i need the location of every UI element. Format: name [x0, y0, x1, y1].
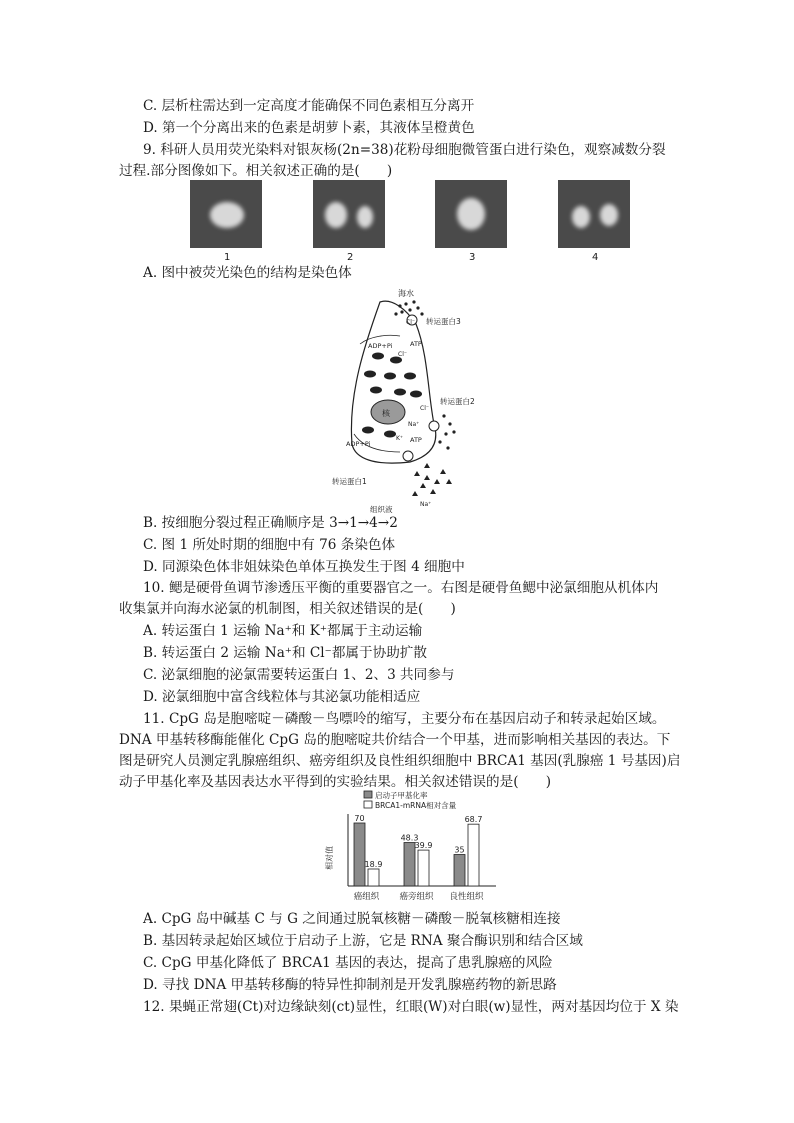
q9-option-a: A. 图中被荧光染色的结构是染色体 — [143, 265, 352, 281]
q10-option-a: A. 转运蛋白 1 运输 Na⁺和 K⁺都属于主动运输 — [143, 623, 423, 639]
data-label-mrna-2: 68.7 — [464, 815, 483, 825]
label-nucleus: 核 — [382, 409, 390, 418]
legend-swatch-mrna — [364, 801, 372, 808]
label-na-inner: Na⁺ — [408, 421, 420, 428]
bar-methylation-1 — [404, 843, 415, 886]
micrograph-2 — [313, 180, 385, 248]
data-label-methylation-2: 35 — [454, 845, 465, 855]
q11-option-a: A. CpG 岛中碱基 C 与 G 之间通过脱氧核糖－磷酸－脱氧核糖相连接 — [143, 911, 561, 927]
legend-swatch-methylation — [364, 791, 372, 798]
q9-option-c: C. 图 1 所处时期的细胞中有 76 条染色体 — [143, 537, 396, 553]
q9-option-b: B. 按细胞分裂过程正确顺序是 3→1→4→2 — [143, 515, 398, 531]
data-label-mrna-0: 18.9 — [364, 859, 383, 869]
label-cl-inner: Cl⁻ — [398, 351, 408, 358]
y-axis-label: 相对值 — [325, 846, 334, 870]
legend-label-mrna: BRCA1-mRNA相对含量 — [375, 801, 457, 810]
q12-stem-line1: 12. 果蝇正常翅(Ct)对边缘缺刻(ct)显性，红眼(W)对白眼(w)显性，两对基因均位于 X 染 — [143, 999, 679, 1015]
bar-methylation-0 — [354, 823, 365, 886]
label-k-inner: K⁺ — [396, 435, 404, 442]
micrograph-3 — [435, 180, 507, 248]
micrograph-label-1: 1 — [224, 252, 231, 263]
label-transporter1: 转运蛋白1 — [332, 477, 367, 486]
data-label-methylation-1: 48.3 — [400, 833, 419, 843]
label-na-bottom: Na⁺ — [420, 501, 432, 508]
q11-stem-line3: 图是研究人员测定乳腺癌组织、癌旁组织及良性组织细胞中 BRCA1 基因(乳腺癌 1 号基因)启 — [119, 753, 681, 769]
bar-methylation-2 — [454, 855, 465, 887]
data-label-mrna-1: 39.9 — [414, 841, 433, 851]
q10-option-c: C. 泌氯细胞的泌氯需要转运蛋白 1、2、3 共同参与 — [143, 667, 455, 683]
q11-stem-line1: 11. CpG 岛是胞嘧啶－磷酸－鸟嘌呤的缩写，主要分布在基因启动子和转录起始区域。 — [143, 711, 666, 727]
category-label-0: 癌组织 — [353, 892, 380, 902]
q10-stem-line2: 收集氯并向海水泌氯的机制图，相关叙述错误的是( ) — [119, 601, 456, 617]
micrograph-label-3: 3 — [469, 252, 476, 263]
q9-stem-line1: 9. 科研人员用荧光染料对银灰杨(2n=38)花粉母细胞微管蛋白进行染色，观察减数分裂 — [143, 142, 666, 158]
q11-stem-line4: 动子甲基化率及基因表达水平得到的实验结果。相关叙述错误的是( ) — [119, 774, 552, 790]
micrograph-4 — [558, 180, 630, 248]
q8-option-c: C. 层析柱需达到一定高度才能确保不同色素相互分离开 — [143, 98, 475, 114]
label-transporter2: 转运蛋白2 — [440, 397, 475, 406]
label-cl-right: Cl⁻ — [420, 405, 430, 412]
label-atp-bottom: ATP — [410, 436, 422, 444]
label-adp-top: ADP+Pi — [368, 342, 393, 350]
label-adp-bottom: ADP+Pi — [346, 440, 371, 448]
micrograph-label-4: 4 — [592, 252, 599, 263]
label-transporter3: 转运蛋白3 — [426, 317, 461, 326]
category-label-1: 癌旁组织 — [399, 892, 434, 902]
bar-mrna-0 — [368, 869, 379, 886]
q11-option-c: C. CpG 甲基化降低了 BRCA1 基因的表达，提高了患乳腺癌的风险 — [143, 955, 553, 971]
micrograph-label-2: 2 — [347, 252, 354, 263]
q11-option-d: D. 寻找 DNA 甲基转移酶的特异性抑制剂是开发乳腺癌药物的新思路 — [143, 977, 557, 993]
label-cl-top: Cl⁻ — [406, 319, 416, 326]
q8-option-d: D. 第一个分离出来的色素是胡萝卜素，其液体呈橙黄色 — [143, 120, 475, 136]
q11-option-b: B. 基因转录起始区域位于启动子上游，它是 RNA 聚合酶识别和结合区域 — [143, 933, 583, 949]
data-label-methylation-0: 70 — [354, 814, 365, 823]
category-label-2: 良性组织 — [449, 892, 484, 902]
q10-option-b: B. 转运蛋白 2 运输 Na⁺和 Cl⁻都属于协助扩散 — [143, 645, 427, 661]
label-atp-top: ATP — [410, 340, 422, 348]
micrograph-1 — [190, 180, 262, 248]
methylation-bar-chart — [318, 788, 498, 903]
label-tissue-fluid: 组织液 — [370, 505, 393, 514]
bar-mrna-2 — [468, 824, 479, 886]
chloride-cell-diagram — [330, 284, 480, 514]
q11-stem-line2: DNA 甲基转移酶能催化 CpG 岛的胞嘧啶共价结合一个甲基，进而影响相关基因的表达。下 — [119, 732, 671, 748]
label-seawater: 海水 — [398, 289, 414, 298]
q10-option-d: D. 泌氯细胞中富含线粒体与其泌氯功能相适应 — [143, 689, 421, 705]
q10-stem-line1: 10. 鳃是硬骨鱼调节渗透压平衡的重要器官之一。右图是硬骨鱼鳃中泌氯细胞从机体内 — [143, 580, 659, 596]
q9-option-d: D. 同源染色体非姐妹染色单体互换发生于图 4 细胞中 — [143, 559, 465, 575]
legend-label-methylation: 启动子甲基化率 — [375, 791, 428, 800]
bar-mrna-1 — [418, 850, 429, 886]
q9-stem-line2: 过程.部分图像如下。相关叙述正确的是( ) — [119, 163, 393, 179]
